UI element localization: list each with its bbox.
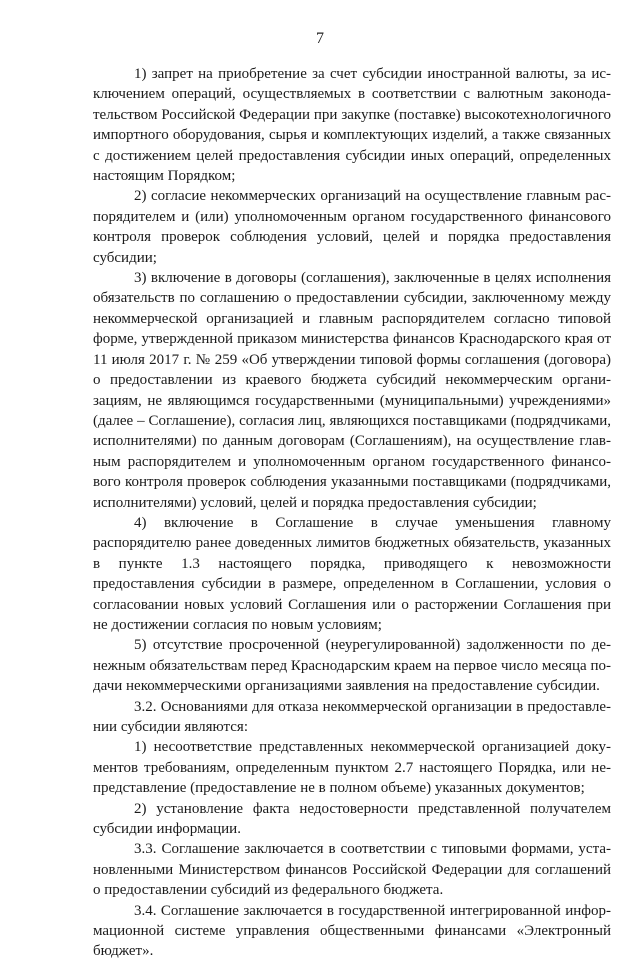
paragraph-section-3-3: 3.3. Соглашение заключается в соответствии с типовыми формами, установленными Министерством финансов Российской Федерации для соглашений о предоставлении субсидий из федерального бюджета.: [93, 841, 611, 899]
paragraph-refusal-reason-2: 2) установление факта недостоверности представленной получателем субсидии информации.: [93, 800, 611, 838]
document-body: [93, 64, 611, 962]
page-number: 7: [316, 30, 324, 47]
paragraph-condition-5: 5) отсутствие просроченной (неурегулированной) задолженности по денежным обязательствам перед Краснодарским краем на первое число месяца подачи некоммерческими организациями заявления на предоставление субсидии.: [93, 637, 611, 695]
paragraph-condition-3: 3) включение в договоры (соглашения), заключенные в целях исполнения обязательств по соглашению о предоставлении субсидии, заключенному между некоммерческой организацией и главным распорядителем согласно типовой форме, утвержденной приказом министерства финансов Краснодарского края от 11 июля 2017 г. № 259 «Об утверждении типовой формы соглашения (договора) о предоставлении из краевого бюджета субсидий некоммерческим организациям, не являющимся государственными (муниципальными) учреждениями» (далее – Соглашение), согласия лиц, являющихся поставщиками (подрядчиками, исполнителями) по данным договорам (Соглашениям), на осуществление главным распорядителем и уполномоченным органом государственного финансового контроля проверок соблюдения указанными поставщиками (подрядчиками, исполнителями) условий, целей и порядка предоставления субсидии;: [93, 270, 611, 511]
paragraph-condition-4: 4) включение в Соглашение в случае уменьшения главному распорядителю ранее доведенных лимитов бюджетных обязательств, указанных в пункте 1.3 настоящего порядка, приводящего к невозможности предоставления субсидии в размере, определенном в Соглашении, условия о согласовании новых условий Соглашения или о расторжении Соглашения при не достижении согласия по новым условиям;: [93, 514, 611, 633]
paragraph-section-3-2: 3.2. Основаниями для отказа некоммерческой организации в предоставлении субсидии являются:: [93, 698, 611, 735]
paragraph-refusal-reason-1: 1) несоответствие представленных некоммерческой организацией документов требованиям, определенным пунктом 2.7 настоящего Порядка, или непредставление (предоставление не в полном объеме) указанных документов;: [93, 739, 611, 797]
paragraph-condition-2: 2) согласие некоммерческих организаций на осуществление главным распорядителем и (или) уполномоченным органом государственного финансового контроля проверок соблюдения условий, целей и порядка предоставления субсидии;: [93, 188, 611, 266]
paragraph-condition-1: 1) запрет на приобретение за счет субсидии иностранной валюты, за исключением операций, осуществляемых в соответствии с валютным законодательством Российской Федерации при закупке (поставке) высокотехнологичного импортного оборудования, сырья и комплектующих изделий, а также связанных с достижением целей предоставления субсидии иных операций, определенных настоящим Порядком;: [93, 66, 611, 185]
paragraph-section-3-4: 3.4. Соглашение заключается в государственной интегрированной информационной системе управления общественными финансами «Электронный бюджет».: [93, 902, 611, 960]
